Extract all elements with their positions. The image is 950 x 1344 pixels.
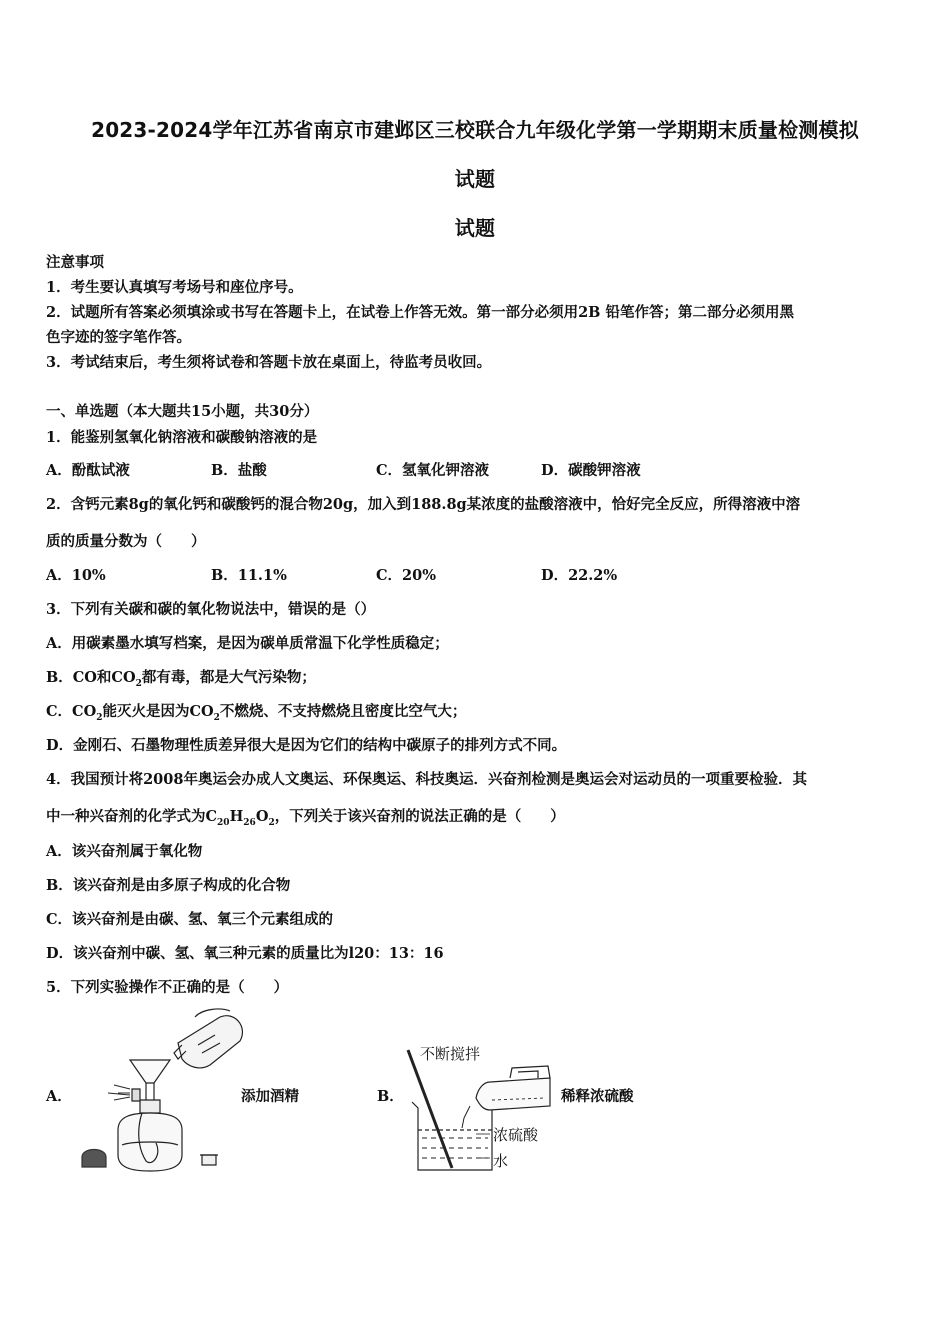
q5-option-b-letter: B． bbox=[377, 1088, 404, 1105]
q3-stem: 3．下列有关碳和碳的氧化物说法中，错误的是（） bbox=[46, 601, 376, 618]
notice-item-2-cont: 色字迹的签字笔作答。 bbox=[46, 329, 191, 346]
q4-stem-text: 中一种兴奋剂的化学式为C bbox=[46, 808, 218, 825]
q1-option-b: B．盐酸 bbox=[211, 462, 267, 479]
q5-option-b-text: 稀释浓硫酸 bbox=[561, 1088, 634, 1105]
q3-c-text-end: 不燃烧、不支持燃烧且密度比空气大； bbox=[219, 703, 467, 720]
q4-option-b: B．该兴奋剂是由多原子构成的化合物 bbox=[46, 877, 291, 894]
q4-stem: 4．我国预计将2008年奥运会办成人文奥运、环保奥运、科技奥运．兴奋剂检测是奥运会对运动员的一项重要检验．其 bbox=[46, 771, 807, 788]
q3-c-subscript-2: 2 bbox=[213, 712, 220, 723]
q3-option-d: D．金刚石、石墨物理性质差异很大是因为它们的结构中碳原子的排列方式不同。 bbox=[46, 737, 567, 754]
section-heading: 一、单选题（本大题共15小题，共30分） bbox=[46, 403, 319, 420]
q2-option-c: C．20% bbox=[376, 567, 436, 584]
exam-title-line1: 2023-2024学年江苏省南京市建邺区三校联合九年级化学第一学期期末质量检测模拟 bbox=[91, 118, 859, 142]
q4-option-d: D．该兴奋剂中碳、氢、氧三种元素的质量比为l20：13：16 bbox=[46, 945, 444, 962]
q3-b-text-end: 都有毒，都是大气污染物； bbox=[141, 669, 316, 686]
q5-figure-a bbox=[70, 1005, 250, 1180]
q4-formula-h: H bbox=[229, 808, 244, 825]
q3-c-subscript-1: 2 bbox=[96, 712, 103, 723]
q4-option-a: A．该兴奋剂属于氧化物 bbox=[46, 843, 203, 860]
q4-stem-cont bbox=[46, 805, 565, 828]
q2-stem-cont: 质的质量分数为（ ） bbox=[46, 533, 206, 550]
q5-stem: 5．下列实验操作不正确的是（ ） bbox=[46, 979, 289, 996]
q3-b-subscript: 2 bbox=[135, 678, 142, 689]
notice-heading: 注意事项 bbox=[46, 254, 104, 271]
exam-title-line2: 试题 bbox=[454, 167, 496, 191]
alcohol-lamp-illustration bbox=[70, 1005, 250, 1180]
exam-title-line3: 试题 bbox=[454, 216, 496, 240]
q4-sub-h: 26 bbox=[243, 817, 256, 828]
q4-formula-o: O bbox=[255, 808, 269, 825]
q1-option-c: C．氢氧化钾溶液 bbox=[376, 462, 490, 479]
notice-item-3: 3．考试结束后，考生须将试卷和答题卡放在桌面上，待监考员收回。 bbox=[46, 354, 492, 371]
q2-stem: 2．含钙元素8g的氧化钙和碳酸钙的混合物20g，加入到188.8g某浓度的盐酸溶液中，恰好完全反应，所得溶液中溶 bbox=[46, 496, 801, 513]
figure-b-label-water: 水 bbox=[493, 1152, 509, 1170]
q2-option-a: A．10% bbox=[46, 567, 106, 584]
q3-c-text-mid: 能灭火是因为CO bbox=[102, 703, 214, 720]
figure-b-label-acid: 浓硫酸 bbox=[493, 1126, 539, 1144]
q3-option-b bbox=[46, 666, 316, 689]
q1-option-a: A．酚酞试液 bbox=[46, 462, 130, 479]
q3-option-a: A．用碳素墨水填写档案，是因为碳单质常温下化学性质稳定； bbox=[46, 635, 449, 652]
q4-sub-o: 2 bbox=[268, 817, 275, 828]
q1-stem: 1．能鉴别氢氧化钠溶液和碳酸钠溶液的是 bbox=[46, 429, 318, 446]
q3-option-c bbox=[46, 700, 466, 723]
q2-option-d: D．22.2% bbox=[541, 567, 618, 584]
notice-item-1: 1．考生要认真填写考场号和座位序号。 bbox=[46, 279, 303, 296]
q3-b-text: B．CO和CO bbox=[46, 669, 136, 686]
notice-item-2: 2．试题所有答案必须填涂或书写在答题卡上，在试卷上作答无效。第一部分必须用2B 铅笔作答；第二部分必须用黑 bbox=[46, 304, 794, 321]
q5-option-a-letter: A． bbox=[46, 1088, 72, 1105]
q1-option-d: D．碳酸钾溶液 bbox=[541, 462, 641, 479]
q2-option-b: B．11.1% bbox=[211, 567, 287, 584]
q4-stem-text-end: ，下列关于该兴奋剂的说法正确的是（ ） bbox=[274, 808, 565, 825]
q4-sub-c: 20 bbox=[217, 817, 230, 828]
q5-option-a-text: 添加酒精 bbox=[241, 1088, 299, 1105]
q4-option-c: C．该兴奋剂是由碳、氢、氧三个元素组成的 bbox=[46, 911, 334, 928]
figure-b-label-stir: 不断搅拌 bbox=[420, 1045, 481, 1063]
q3-c-text: C．CO bbox=[46, 703, 97, 720]
